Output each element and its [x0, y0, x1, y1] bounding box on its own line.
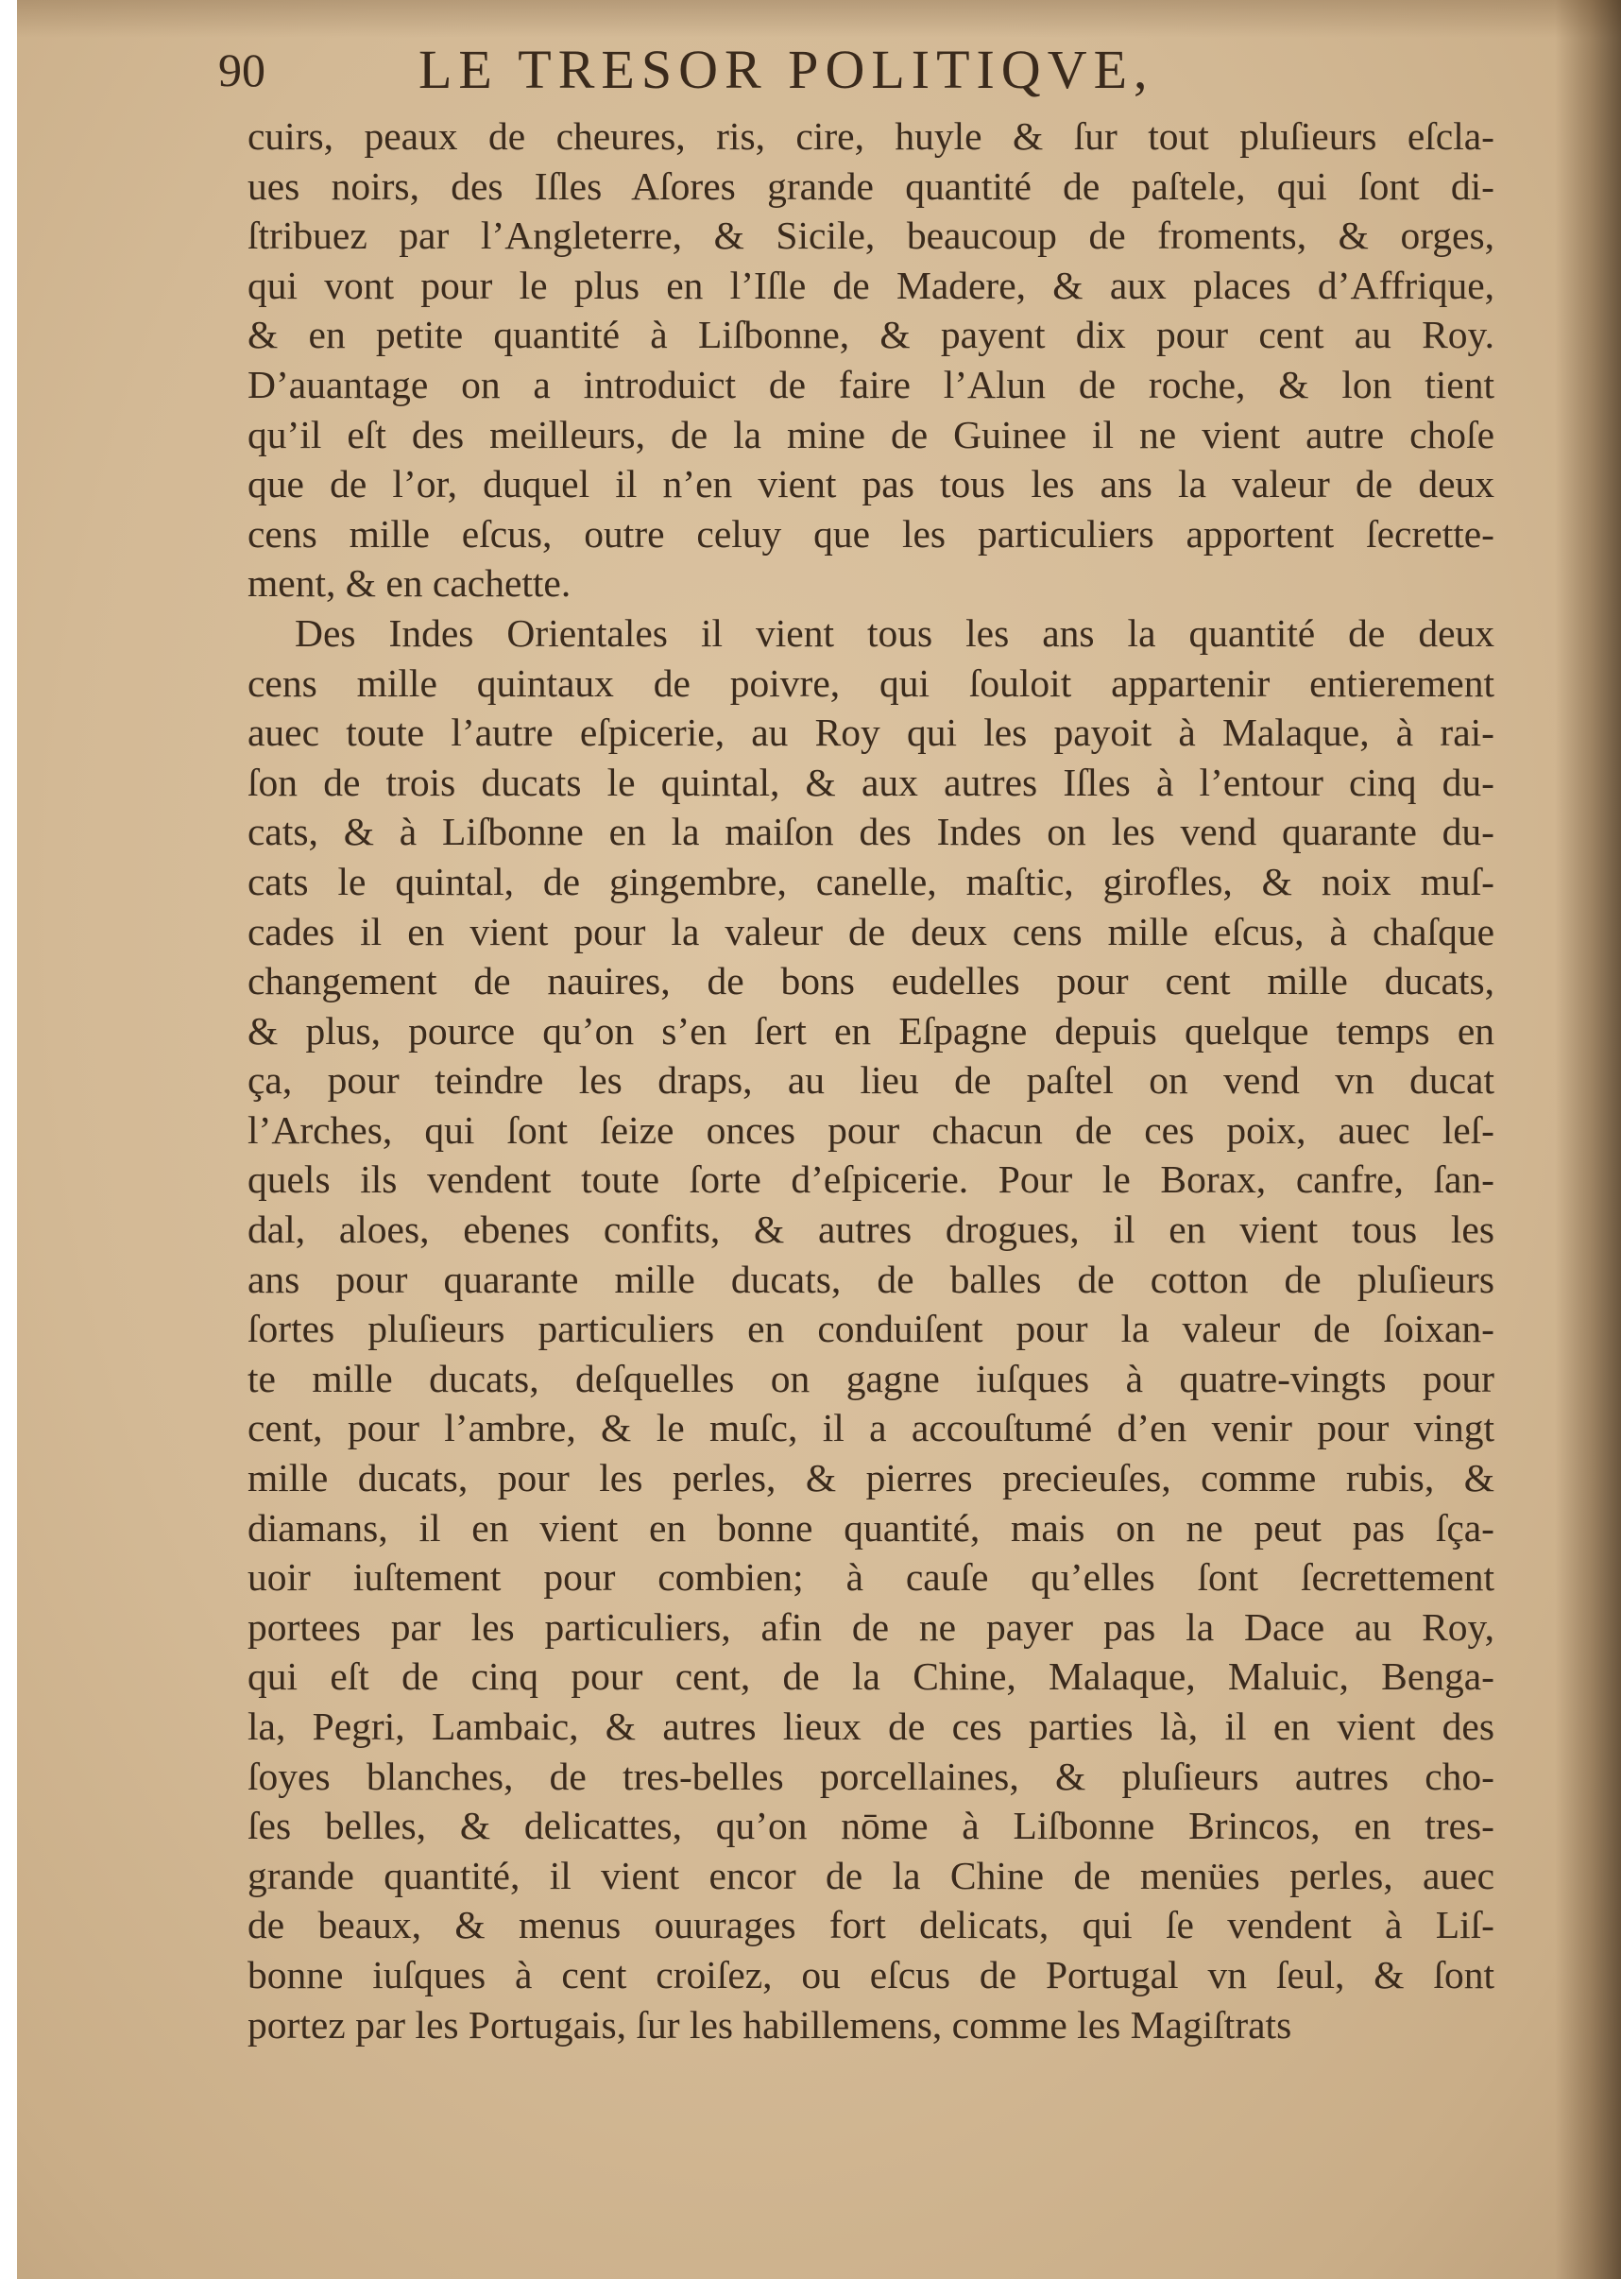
text-line: dal, aloes, ebenes confits, & autres drogues, il en vient tous les — [247, 1208, 1494, 1252]
text-line: ues noirs, des Iſles Aſores grande quantité de paſtele, qui ſont di- — [247, 163, 1494, 208]
text-line: portez par les Portugais, ſur les habillemens, comme les Magiſtrats — [247, 2002, 1292, 2047]
text-line: la, Pegri, Lambaic, & autres lieux de ces parties là, il en vient des — [247, 1705, 1494, 1748]
text-line: qui vont pour le plus en l’Iſle de Madere, & aux places d’Affrique, — [247, 263, 1494, 307]
text-line: ſes belles, & delicattes, qu’on nōme à Liſbonne Brincos, en tres- — [247, 1804, 1494, 1848]
page-number: 90 — [218, 43, 265, 96]
text-line: que de l’or, duquel il n’en vient pas tous les ans la valeur de deux — [247, 462, 1494, 506]
text-line: Des Indes Orientales il vient tous les ans la quantité de deux — [295, 610, 1494, 655]
running-title: LE TRESOR POLITIQVE, — [418, 39, 1154, 100]
text-line: cades il en vient pour la valeur de deux cens mille eſcus, à chaſque — [247, 909, 1494, 953]
book-page — [17, 0, 1621, 2279]
text-line: cats le quintal, de gingembre, canelle, maſtic, girofles, & noix muſ- — [247, 859, 1494, 903]
text-line: cens mille eſcus, outre celuy que les particuliers apportent ſecrette- — [247, 511, 1494, 556]
text-line: ça, pour teindre les draps, au lieu de paſtel on vend vn ducat — [247, 1058, 1494, 1103]
text-line: ſtribuez par l’Angleterre, & Sicile, beaucoup de froments, & orges, — [247, 214, 1494, 258]
text-line: cent, pour l’ambre, & le muſc, il a accouſtumé d’en venir pour vingt — [247, 1406, 1494, 1450]
text-line: quels ils vendent toute ſorte d’eſpicerie. Pour le Borax, canfre, ſan- — [247, 1157, 1494, 1202]
text-line: ſortes pluſieurs particuliers en conduiſent pour la valeur de ſoixan- — [247, 1307, 1494, 1351]
text-line: de beaux, & menus ouurages fort delicats, qui ſe vendent à Liſ- — [247, 1903, 1494, 1947]
text-line: bonne iuſques à cent croiſez, ou eſcus de Portugal vn ſeul, & ſont — [247, 1952, 1494, 1996]
text-line: ſon de trois ducats le quintal, & aux autres Iſles à l’entour cinq du- — [247, 760, 1494, 804]
text-line: auec toute l’autre eſpicerie, au Roy qui les payoit à Malaque, à rai- — [247, 711, 1494, 755]
text-line: mille ducats, pour les perles, & pierres precieuſes, comme rubis, & — [247, 1456, 1494, 1500]
page-gutter-shadow — [1555, 0, 1621, 2279]
running-header — [218, 28, 1305, 104]
body-text — [247, 111, 1494, 2049]
text-line: qui eſt de cinq pour cent, de la Chine, Malaque, Maluic, Benga- — [247, 1654, 1494, 1699]
text-line: cuirs, peaux de cheures, ris, cire, huyle & ſur tout pluſieurs eſcla- — [247, 114, 1494, 158]
text-line: portees par les particuliers, afin de ne payer pas la Dace au Roy, — [247, 1604, 1494, 1649]
text-line: & plus, pource qu’on s’en ſert en Eſpagne depuis quelque temps en — [247, 1008, 1494, 1053]
text-line: cats, & à Liſbonne en la maiſon des Indes on les vend quarante du- — [247, 810, 1494, 854]
text-line: l’Arches, qui ſont ſeize onces pour chacun de ces poix, auec leſ- — [247, 1107, 1494, 1152]
text-line: diamans, il en vient en bonne quantité, mais on ne peut pas ſça- — [247, 1505, 1494, 1550]
text-line: changement de nauires, de bons eudelles pour cent mille ducats, — [247, 959, 1494, 1003]
text-line: cens mille quintaux de poivre, qui ſouloit appartenir entierement — [247, 660, 1494, 705]
text-line: ment, & en cachette. — [247, 561, 572, 606]
text-line: qu’il eſt des meilleurs, de la mine de Guinee il ne vient autre choſe — [247, 412, 1494, 456]
text-line: & en petite quantité à Liſbonne, & payent dix pour cent au Roy. — [247, 313, 1494, 357]
text-line: ſoyes blanches, de tres-belles porcellaines, & pluſieurs autres cho- — [247, 1754, 1494, 1798]
text-line: ans pour quarante mille ducats, de balles de cotton de pluſieurs — [247, 1257, 1494, 1301]
text-line: te mille ducats, deſquelles on gagne iuſques à quatre-vingts pour — [247, 1356, 1494, 1400]
text-line: D’auantage on a introduict de faire l’Alun de roche, & lon tient — [247, 362, 1494, 406]
text-line: uoir iuſtement pour combien; à cauſe qu’elles ſont ſecrettement — [247, 1555, 1494, 1600]
text-line: grande quantité, il vient encor de la Chine de menües perles, auec — [247, 1853, 1494, 1897]
